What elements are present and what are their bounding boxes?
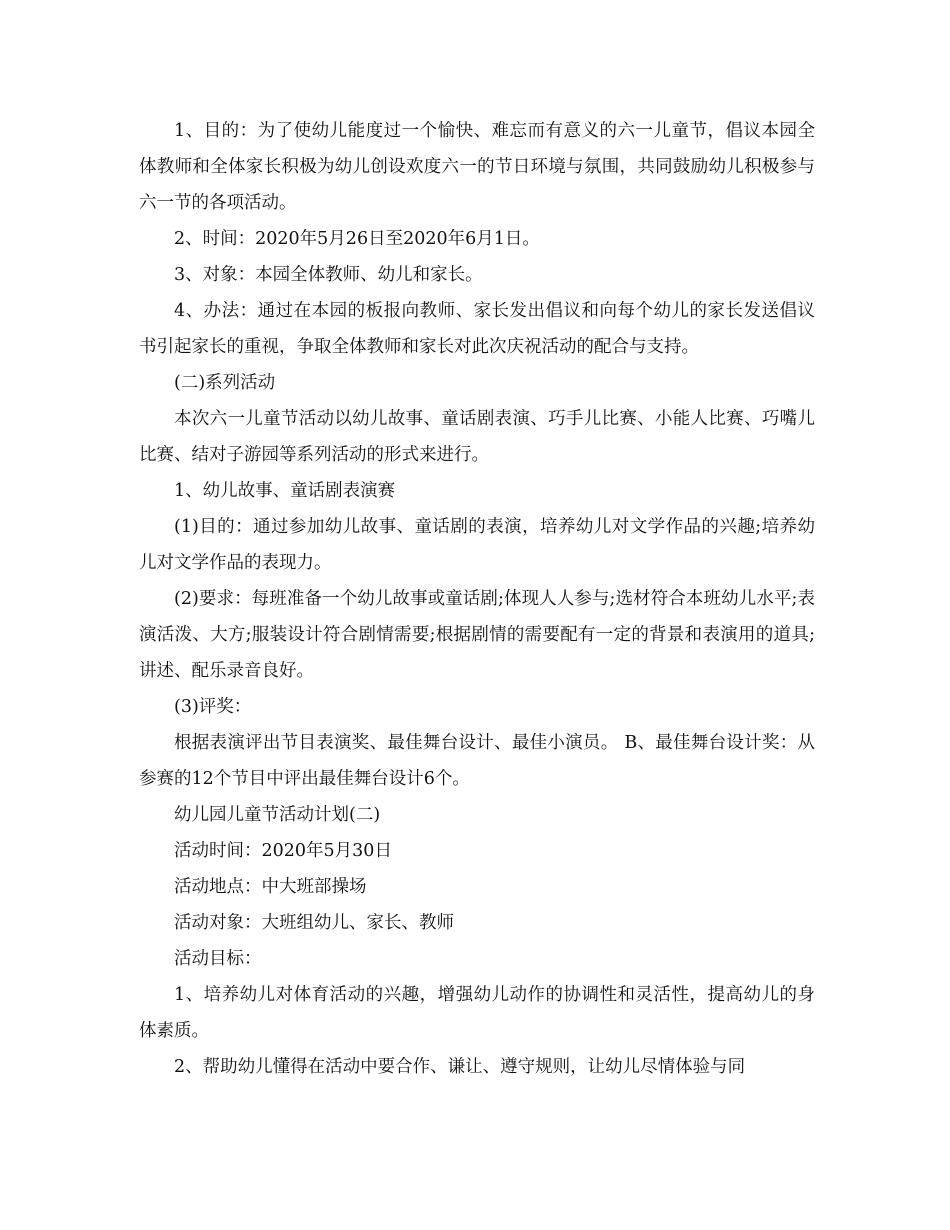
paragraph-contest-awards: 根据表演评出节目表演奖、最佳舞台设计、最佳小演员。 B、最佳舞台设计奖：从参赛的12个节目中评出最佳舞台设计6个。 bbox=[139, 733, 815, 789]
paragraph-contest-awards-label: (3)评奖： bbox=[174, 697, 252, 717]
heading-plan-two: 幼儿园儿童节活动计划(二) bbox=[174, 805, 381, 825]
paragraph-activity-time: 活动时间：2020年5月30日 bbox=[174, 841, 392, 861]
subheading-story-drama-contest: 1、幼儿故事、童话剧表演赛 bbox=[174, 481, 396, 501]
paragraph-activity-participants: 活动对象：大班组幼儿、家长、教师 bbox=[174, 913, 454, 933]
paragraph-contest-requirements: (2)要求：每班准备一个幼儿故事或童话剧;体现人人参与;选材符合本班幼儿水平;表演活泼、大方;服装设计符合剧情需要;根据剧情的需要配有一定的背景和表演用的道具;讲述、配乐录音良好。 bbox=[139, 589, 815, 681]
paragraph-goal-1: 1、培养幼儿对体育活动的兴趣，增强幼儿动作的协调性和灵活性，提高幼儿的身体素质。 bbox=[139, 985, 815, 1041]
paragraph-audience: 3、对象：本园全体教师、幼儿和家长。 bbox=[174, 265, 483, 285]
paragraph-series-intro: 本次六一儿童节活动以幼儿故事、童话剧表演、巧手儿比赛、小能人比赛、巧嘴儿比赛、结对子游园等系列活动的形式来进行。 bbox=[139, 409, 815, 465]
paragraph-goal-2: 2、帮助幼儿懂得在活动中要合作、谦让、遵守规则，让幼儿尽情体验与同 bbox=[174, 1057, 746, 1077]
section-heading-series-activities: (二)系列活动 bbox=[174, 373, 276, 393]
document-body bbox=[139, 113, 815, 1085]
paragraph-time: 2、时间：2020年5月26日至2020年6月1日。 bbox=[174, 229, 540, 249]
paragraph-activity-location: 活动地点：中大班部操场 bbox=[174, 877, 367, 897]
paragraph-activity-goals-label: 活动目标： bbox=[174, 949, 262, 969]
paragraph-purpose: 1、目的：为了使幼儿能度过一个愉快、难忘而有意义的六一儿童节，倡议本园全体教师和全体家长积极为幼儿创设欢度六一的节日环境与氛围，共同鼓励幼儿积极参与六一节的各项活动。 bbox=[139, 121, 815, 213]
paragraph-method: 4、办法：通过在本园的板报向教师、家长发出倡议和向每个幼儿的家长发送倡议书引起家长的重视，争取全体教师和家长对此次庆祝活动的配合与支持。 bbox=[139, 301, 815, 357]
paragraph-contest-purpose: (1)目的：通过参加幼儿故事、童话剧的表演，培养幼儿对文学作品的兴趣;培养幼儿对文学作品的表现力。 bbox=[139, 517, 815, 573]
